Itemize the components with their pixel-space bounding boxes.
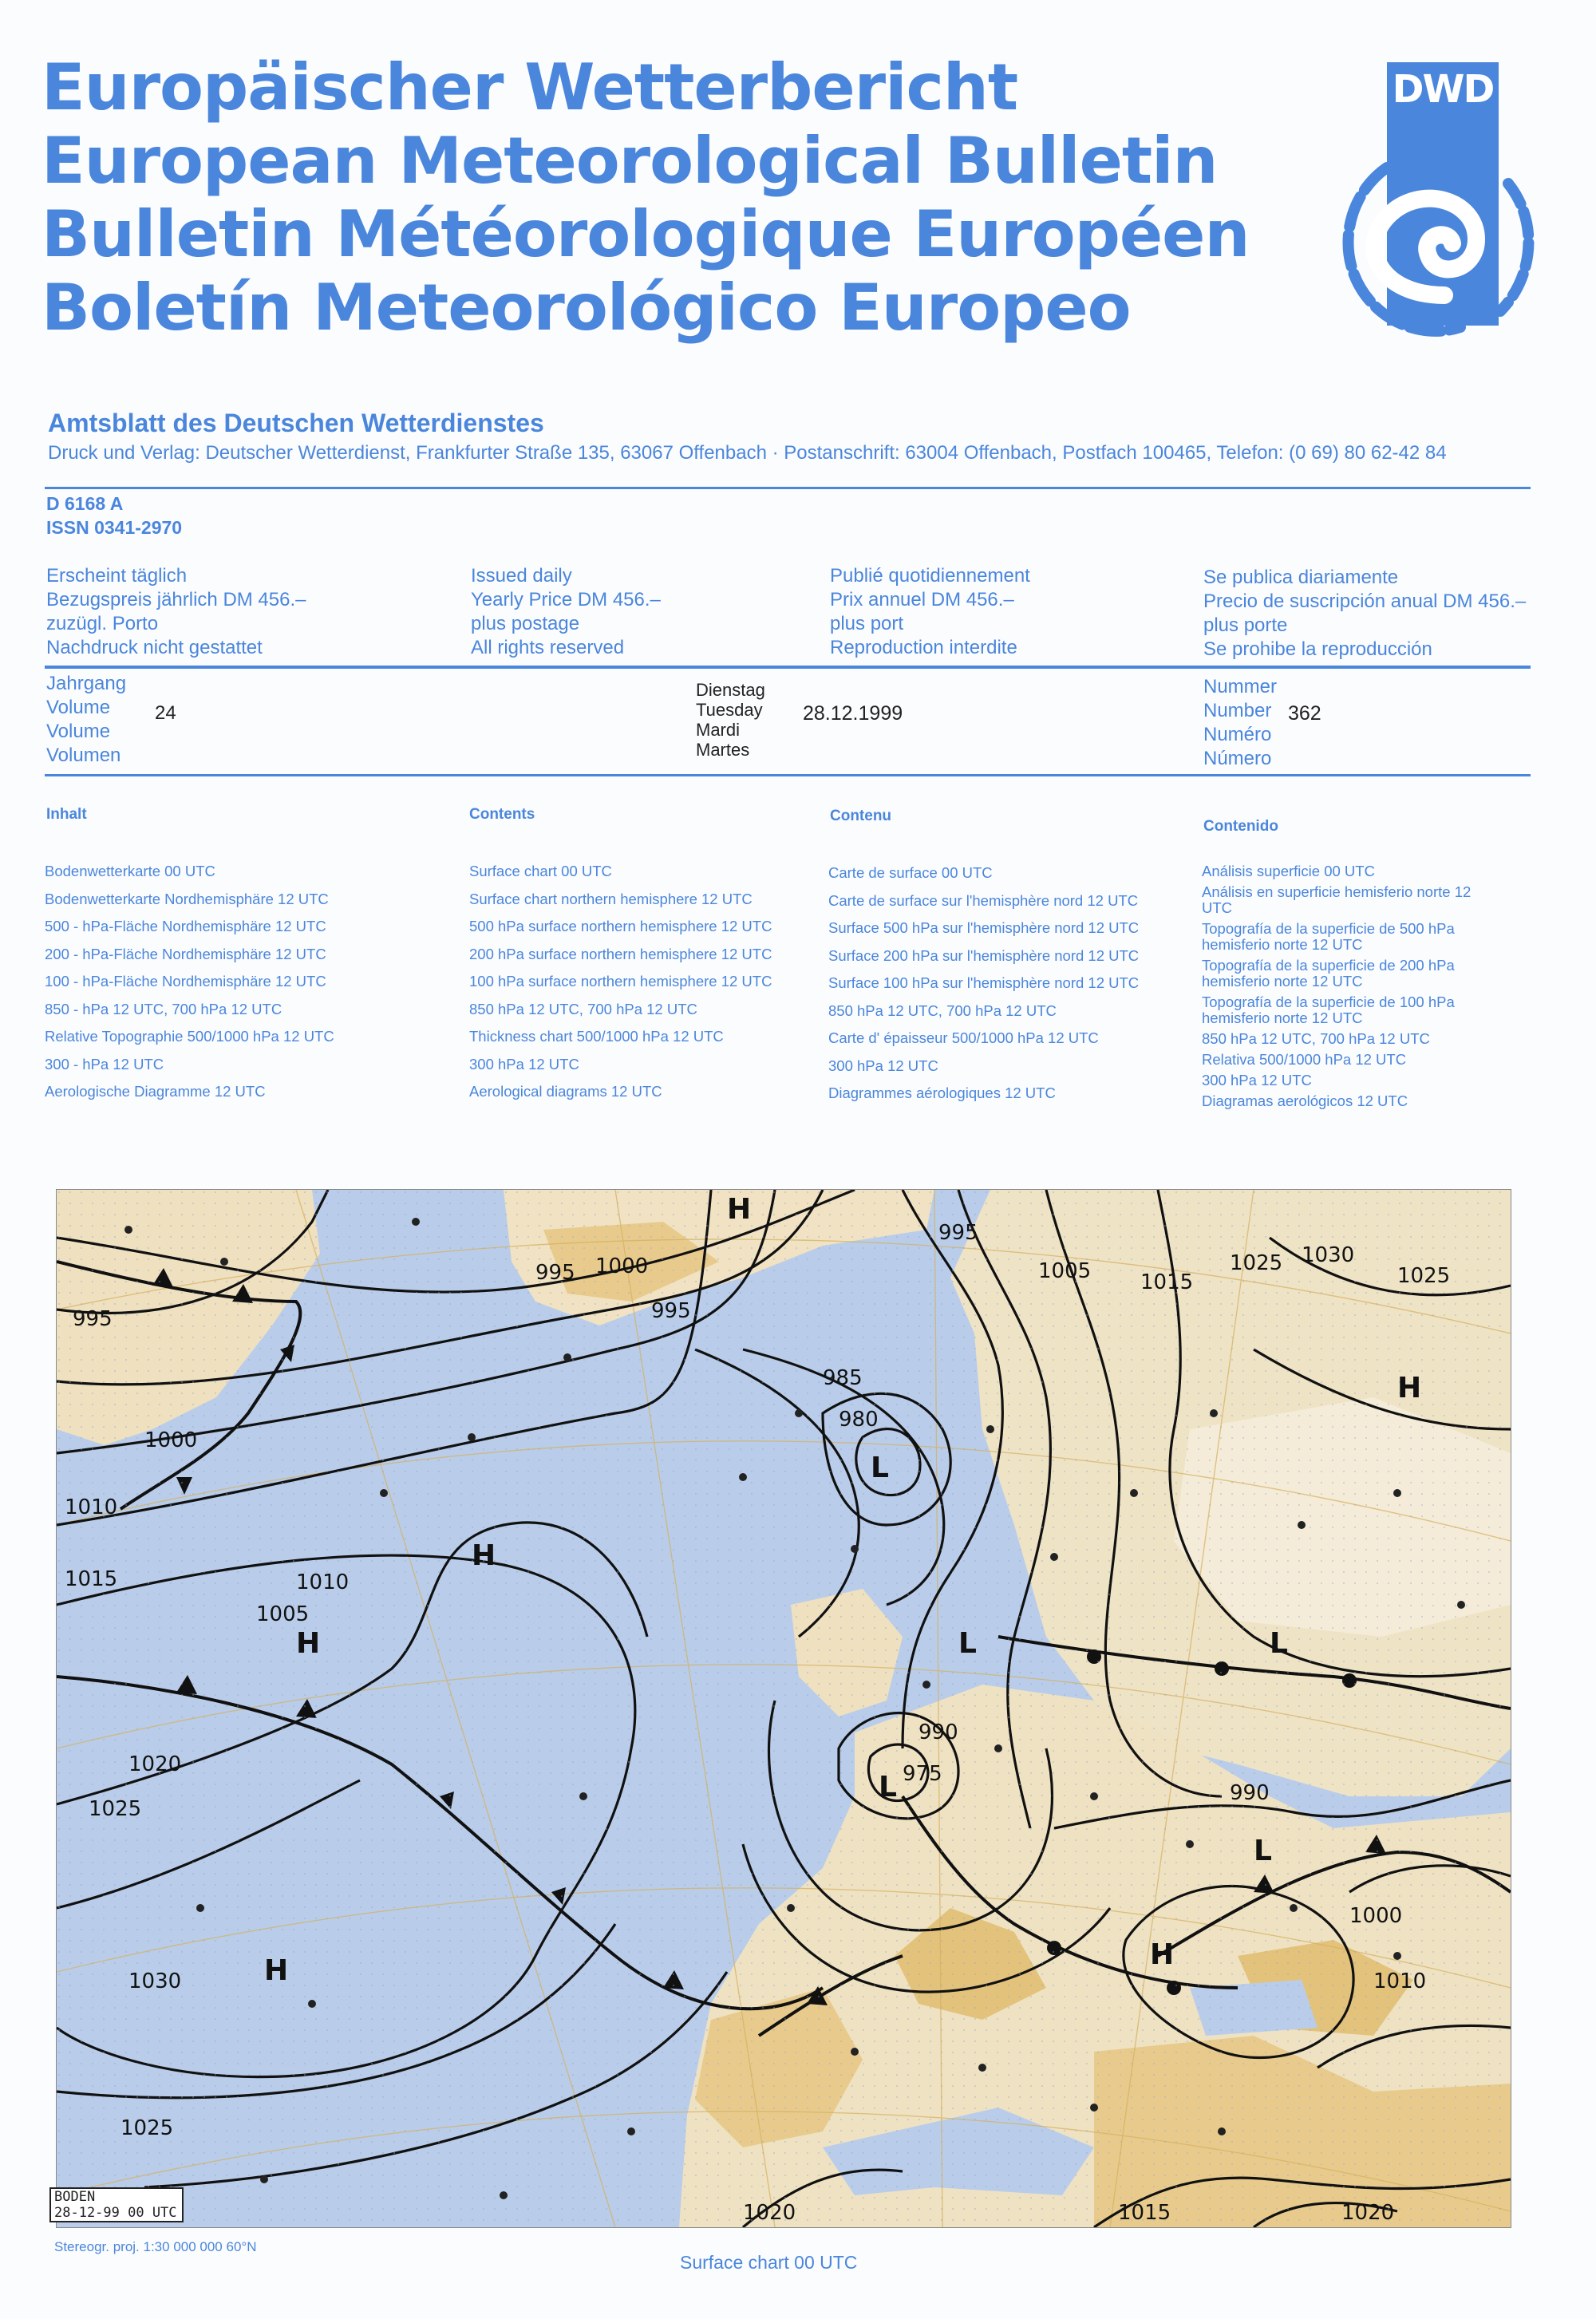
list-item: Surface 500 hPa sur l'hemisphère nord 12 UTC (828, 919, 1140, 936)
list-item: 850 hPa 12 UTC, 700 hPa 12 UTC (469, 1000, 697, 1017)
list-item: Surface 100 hPa sur l'hemisphère nord 12 UTC (828, 974, 1140, 991)
amtsblatt-heading: Amtsblatt des Deutschen Wetterdienstes (48, 409, 544, 437)
projection-note: Stereogr. proj. 1:30 000 000 60°N (54, 2239, 257, 2254)
weekday-labels: Dienstag Tuesday Mardi Martes (696, 680, 765, 760)
list-item: 500 hPa surface northern hemisphere 12 UTC (469, 918, 772, 934)
list-item: Aerologische Diagramme 12 UTC (45, 1083, 266, 1100)
list-item: Surface 200 hPa sur l'hemisphère nord 12 UTC (828, 946, 1140, 964)
isobar-label: 1025 (1230, 1251, 1283, 1275)
list-item: 200 hPa surface northern hemisphere 12 UTC (469, 945, 772, 962)
issn: ISSN 0341-2970 (46, 517, 183, 538)
isobar-label: 1010 (296, 1570, 350, 1594)
map-stamp: BODEN 28-12-99 00 UTC (49, 2187, 184, 2222)
issue-info-fr: Publié quotidiennement Prix annuel DM 456.– plus port Reproduction interdite (830, 565, 1030, 658)
list-item: Surface chart 00 UTC (469, 863, 612, 879)
title-german: Europäischer Wetterbericht (41, 50, 1018, 124)
volume-labels: Jahrgang Volume Volume Volumen (46, 673, 127, 766)
isobar-label: 1005 (1038, 1259, 1092, 1283)
contents-heading-es: Contenido (1203, 818, 1278, 835)
isobar-label: 995 (938, 1221, 978, 1245)
isobar-label: 1020 (743, 2201, 796, 2225)
isobar-label: 985 (823, 1366, 863, 1390)
isobar-label: 1000 (595, 1254, 649, 1278)
contents-heading-fr: Contenu (830, 808, 892, 824)
title-english: European Meteorological Bulletin (41, 124, 1218, 198)
weather-map-drawing (57, 1190, 1511, 2227)
list-item: Topografía de la superficie de 200 hPa hemisferio norte 12 UTC (1202, 957, 1455, 990)
isobar-label: 975 (903, 1762, 942, 1786)
isobar-label: 995 (73, 1307, 113, 1331)
issue-info-en: Issued daily Yearly Price DM 456.– plus postage All rights reserved (471, 565, 661, 658)
list-item: Bodenwetterkarte 00 UTC (45, 863, 215, 879)
list-item: Relativa 500/1000 hPa 12 UTC (1202, 1051, 1407, 1068)
list-item: 500 - hPa-Fläche Nordhemisphäre 12 UTC (45, 918, 326, 934)
list-item: Relative Topographie 500/1000 hPa 12 UTC (45, 1028, 334, 1045)
volume-value: 24 (155, 702, 176, 724)
list-item: 200 - hPa-Fläche Nordhemisphäre 12 UTC (45, 945, 326, 962)
list-item: Diagrammes aérologiques 12 UTC (828, 1084, 1056, 1101)
list-item: 850 - hPa 12 UTC, 700 hPa 12 UTC (45, 1000, 282, 1017)
low-pressure-center: L (871, 1452, 889, 1484)
list-item: 100 - hPa-Fläche Nordhemisphäre 12 UTC (45, 973, 326, 990)
list-item: Topografía de la superficie de 100 hPa hemisferio norte 12 UTC (1202, 994, 1455, 1026)
low-pressure-center: H (296, 1627, 321, 1660)
surface-weather-map (56, 1189, 1511, 2228)
isobar-label: 1025 (1397, 1264, 1451, 1288)
title-spanish: Boletín Meteorológico Europeo (41, 271, 1131, 345)
list-item: Carte d' épaisseur 500/1000 hPa 12 UTC (828, 1029, 1099, 1046)
divider (45, 666, 1531, 669)
divider (45, 487, 1531, 489)
isobar-label: 995 (651, 1299, 691, 1323)
issue-info-es: Se publica diariamente Precio de suscripción anual DM 456.– plus porte Se prohibe la reproducción (1203, 567, 1527, 660)
isobar-label: 995 (535, 1261, 575, 1285)
isobar-label: 1025 (120, 2116, 174, 2140)
isobar-label: 1010 (65, 1495, 118, 1519)
low-pressure-center: L (1270, 1627, 1288, 1660)
dwd-logo-text: DWD (1392, 67, 1494, 112)
isobar-label: 980 (839, 1408, 879, 1432)
isobar-label: 1030 (128, 1969, 182, 1993)
list-item: Surface chart northern hemisphere 12 UTC (469, 890, 753, 907)
publication-code: D 6168 A (46, 493, 124, 514)
list-item: 300 hPa 12 UTC (469, 1055, 579, 1073)
issue-date: 28.12.1999 (803, 702, 903, 725)
title-french: Bulletin Météorologique Européen (41, 197, 1250, 271)
low-pressure-center: L (1254, 1835, 1272, 1867)
list-item: Thickness chart 500/1000 hPa 12 UTC (469, 1028, 724, 1045)
list-item: 850 hPa 12 UTC, 700 hPa 12 UTC (1202, 1030, 1430, 1047)
list-item: Carte de surface 00 UTC (828, 864, 993, 881)
list-item: Análisis superficie 00 UTC (1202, 863, 1375, 879)
contents-heading-en: Contents (469, 806, 535, 823)
list-item: 300 hPa 12 UTC (828, 1057, 938, 1074)
list-item: Diagramas aerológicos 12 UTC (1202, 1092, 1408, 1109)
isobar-label: 1015 (1118, 2201, 1171, 2225)
list-item: 850 hPa 12 UTC, 700 hPa 12 UTC (828, 1001, 1057, 1019)
isobar-label: 1015 (65, 1567, 118, 1591)
dwd-swirl-icon (1309, 136, 1548, 343)
publisher-address: Druck und Verlag: Deutscher Wetterdienst, Frankfurter Straße 135, 63067 Offenbach · Postanschrift: 63004 Offenbach, Postfach 100465, Telefon: (0 69) 80 62-42 84 (48, 442, 1447, 464)
list-item: Topografía de la superficie de 500 hPa hemisferio norte 12 UTC (1202, 920, 1455, 953)
isobar-label: 1020 (128, 1752, 182, 1776)
divider (45, 774, 1531, 776)
issue-info-de: Erscheint täglich Bezugspreis jährlich DM 456.– zuzügl. Porto Nachdruck nicht gestattet (46, 565, 306, 658)
list-item: Análisis en superficie hemisferio norte 12 UTC (1202, 883, 1472, 916)
isobar-label: 1015 (1140, 1270, 1194, 1294)
contents-list-de (45, 858, 334, 1106)
list-item: Aerological diagrams 12 UTC (469, 1083, 662, 1100)
low-pressure-center: L (879, 1771, 897, 1803)
low-pressure-center: L (958, 1627, 977, 1660)
isobar-label: 990 (918, 1720, 958, 1744)
isobar-label: 1000 (144, 1428, 198, 1452)
number-labels: Nummer Number Numéro Número (1203, 676, 1278, 769)
contents-heading-de: Inhalt (46, 806, 87, 823)
high-pressure-center: H (1150, 1938, 1175, 1971)
high-pressure-center: H (1397, 1372, 1422, 1404)
isobar-label: 1000 (1349, 1904, 1403, 1928)
contents-list-fr (828, 859, 1139, 1108)
isobar-label: 1010 (1373, 1969, 1427, 1993)
list-item: Carte de surface sur l'hemisphère nord 12 UTC (828, 891, 1139, 909)
high-pressure-center: H (472, 1539, 496, 1572)
issue-number: 362 (1288, 702, 1321, 725)
isobar-label: 1025 (89, 1797, 142, 1821)
high-pressure-center: H (727, 1193, 752, 1226)
list-item: 100 hPa surface northern hemisphere 12 UTC (469, 973, 772, 990)
contents-list-es (1202, 863, 1473, 1114)
isobar-label: 1030 (1302, 1243, 1355, 1267)
high-pressure-center: H (264, 1954, 289, 1987)
contents-list-en (469, 858, 772, 1106)
map-caption: Surface chart 00 UTC (680, 2252, 858, 2273)
isobar-label: 990 (1230, 1781, 1270, 1805)
isobar-label: 1020 (1341, 2201, 1395, 2225)
isobar-label: 1005 (256, 1602, 310, 1626)
list-item: 300 - hPa 12 UTC (45, 1055, 164, 1073)
list-item: Bodenwetterkarte Nordhemisphäre 12 UTC (45, 890, 329, 907)
list-item: 300 hPa 12 UTC (1202, 1072, 1312, 1088)
